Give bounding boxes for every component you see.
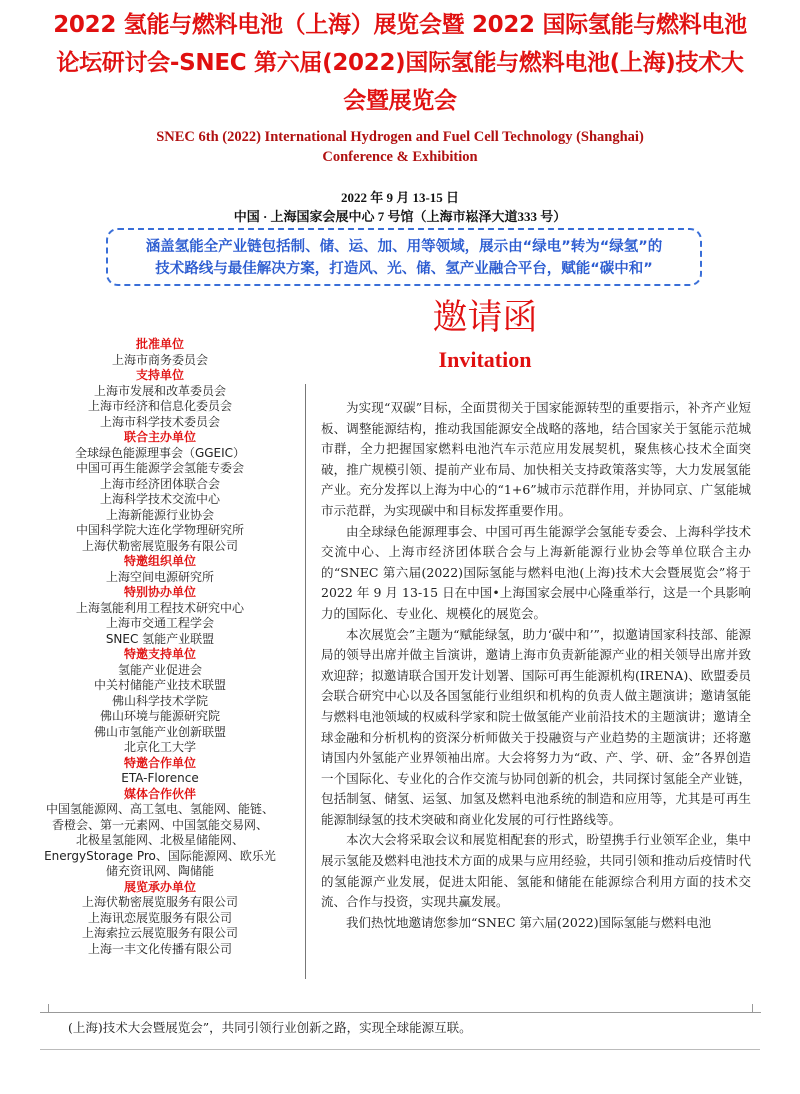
sidebar-organization: EnergyStorage Pro、国际能源网、欧乐光	[44, 848, 276, 863]
sidebar-organization: 氢能产业促进会	[117, 662, 202, 677]
sidebar-organization: 上海讯恋展览服务有限公司	[87, 910, 232, 925]
sidebar-section-title: 特邀支持单位	[123, 647, 196, 661]
title-cn-line-2: 论坛研讨会-SNEC 第六届(2022)国际氢能与燃料电池(上海)技术大	[56, 50, 744, 76]
continuation-line: (上海)技术大会暨展览会”，共同引领行业创新之路，实现全球能源互联。	[68, 1020, 472, 1035]
sidebar-organization: 上海氢能利用工程技术研究中心	[75, 600, 244, 615]
sidebar-organization: 上海市商务委员会	[111, 352, 208, 367]
sidebar-section-title: 特邀合作单位	[123, 755, 196, 770]
sidebar-section-title: 展览承办单位	[123, 879, 196, 894]
body-paragraph: 由全球绿色能源理事会、中国可再生能源学会氢能专委会、上海科学技术交流中心、上海市经济团体联合会与上海新能源行业协会等单位联合主办的“SNEC 第六届(2022)国际氢能与燃料电池(上海)技术大会暨展览会”将于 2022 年 9 月 13-15 日在中国•上海国家会展中心隆重举行，这是一个具影响力的国际化、专业化、规模化的展览会。	[321, 523, 751, 621]
sidebar-organization: 佛山科学技术学院	[111, 693, 208, 708]
invitation-body	[321, 398, 751, 933]
body-paragraph: 本次展览会”主题为“赋能绿氢，助力‘碳中和’”，拟邀请国家科技部、能源局的领导出席并做主旨演讲，邀请上海市负责新能源产业的相关领导出席并致欢迎辞；拟邀请联合国开发计划署、国际可再生能源机构(IRENA)、欧盟委员会联合研究中心以及各国氢能行业组织和机构的负责人做主题演讲；邀请氢能与燃料电池领域的权威科学家和院士做氢能产业前沿技术的主题演讲；邀请全球金融和分析机构的资深分析师做关于投融资与产业趋势的主题演讲；还将邀请国内外氢能产业界领袖出席。大会将努力为“政、产、学、研、金”各界创造一个国际化、专业化的合作交流与协同创新的机会，共同探讨氢能全产业链，包括制氢、储氢、运氢、加氢及燃料电池系统的制造和应用等，尤其是可再生能源制绿氢的技术突破和商业化发展的可行性路线等。	[321, 626, 751, 827]
sidebar-organization: 北极星氢能网、北极星储能网、	[75, 833, 244, 847]
body-paragraph: 本次大会将采取会议和展览相配套的形式，盼望携手行业领军企业，集中展示氢能及燃料电池技术方面的成果与应用经验，共同引领和推动后疫情时代的氢能源产业发展，促进太阳能、氢能和储能在能源综合利用方面的技术交流、合作与投资，实现共赢发展。	[321, 832, 751, 910]
body-paragraph: 我们热忱地邀请您参加“SNEC 第六届(2022)国际氢能与燃料电池	[346, 914, 712, 930]
sidebar-organization: 上海索拉云展览服务有限公司	[81, 926, 238, 940]
highlight-line-2: 技术路线与最佳解决方案，打造风、光、储、氢产业融合平台，赋能“碳中和”	[155, 261, 653, 277]
sidebar-section-title: 批准单位	[135, 337, 184, 351]
sidebar-organization: 上海市经济团体联合会	[99, 476, 220, 491]
event-date: 2022 年 9 月 13-15 日	[340, 190, 460, 205]
column-divider	[305, 384, 306, 979]
sidebar-organization: 上海市发展和改革委员会	[93, 383, 226, 398]
document-title-cn	[20, 6, 780, 120]
event-venue: 中国 · 上海国家会展中心 7 号馆（上海市崧泽大道333 号）	[233, 209, 567, 224]
sidebar-organization: 上海市交通工程学会	[105, 616, 214, 630]
sidebar-organization: 香橙会、第一元素网、中国氢能交易网、	[51, 817, 268, 832]
sidebar-organization: 上海伏勒密展览服务有限公司	[81, 895, 238, 909]
sidebar-organization: 全球绿色能源理事会（GGEIC）	[74, 445, 246, 460]
sidebar-organization: 储充资讯网、陶储能	[105, 864, 214, 878]
sidebar-section-title: 特邀组织单位	[123, 554, 196, 568]
sidebar-organization: 上海一丰文化传播有限公司	[87, 941, 232, 956]
sidebar-section-title: 支持单位	[135, 368, 184, 382]
sidebar-organization: 上海伏勒密展览服务有限公司	[81, 538, 238, 553]
sidebar-organization: 中关村储能产业技术联盟	[93, 678, 226, 692]
invitation-title-cn: 邀请函	[432, 298, 538, 338]
highlight-box	[106, 228, 702, 286]
sidebar-organization: 上海科学技术交流中心	[99, 492, 220, 506]
sidebar-organization: 上海新能源行业协会	[105, 507, 214, 522]
title-en-line-1: SNEC 6th (2022) International Hydrogen and Fuel Cell Technology (Shanghai)	[156, 129, 644, 145]
organizers-sidebar	[20, 337, 300, 957]
sidebar-organization: 中国可再生能源学会氢能专委会	[75, 461, 244, 475]
sidebar-organization: ETA-Florence	[121, 771, 199, 785]
invitation-title-en: Invitation	[438, 347, 532, 372]
sidebar-organization: 中国科学院大连化学物理研究所	[75, 523, 244, 537]
sidebar-organization: SNEC 氢能产业联盟	[105, 631, 215, 646]
sidebar-organization: 上海市经济和信息化委员会	[87, 399, 232, 413]
title-cn-line-3: 会暨展览会	[343, 88, 457, 114]
sidebar-section-title: 联合主办单位	[123, 430, 196, 444]
sidebar-organization: 上海市科学技术委员会	[99, 414, 220, 429]
body-paragraph: 为实现“双碳”目标，全面贯彻关于国家能源转型的重要指示，补齐产业短板、调整能源结构，推动我国能源安全战略的落地，结合国家关于氢能示范城市群，全力把握国家燃料电池汽车示范应用发展契机，聚焦核心技术全面突破，推广规模引领、提前产业布局、加快相关支持政策落实等，大力发展氢能产业。充分发挥以上海为中心的“1+6”城市示范群作用，并协同京、广氢能城市示范群，为实现碳中和目标发挥重要作用。	[321, 400, 751, 518]
sidebar-organization: 上海空间电源研究所	[105, 569, 214, 584]
sidebar-organization: 佛山环境与能源研究院	[99, 709, 220, 723]
sidebar-organization: 佛山市氢能产业创新联盟	[93, 724, 226, 739]
sidebar-organization: 中国氢能源网、高工氢电、氢能网、能链、	[45, 802, 274, 816]
sidebar-section-title: 媒体合作伙伴	[123, 786, 196, 801]
sidebar-section-title: 特别协办单位	[123, 585, 196, 599]
title-cn-line-1: 2022 氢能与燃料电池（上海）展览会暨 2022 国际氢能与燃料电池	[53, 12, 747, 38]
document-title-en	[40, 127, 760, 167]
highlight-line-1: 涵盖氢能全产业链包括制、储、运、加、用等领域，展示由“绿电”转为“绿氢”的	[145, 239, 663, 255]
sidebar-organization: 北京化工大学	[123, 740, 196, 754]
title-en-line-2: Conference & Exhibition	[322, 149, 478, 165]
